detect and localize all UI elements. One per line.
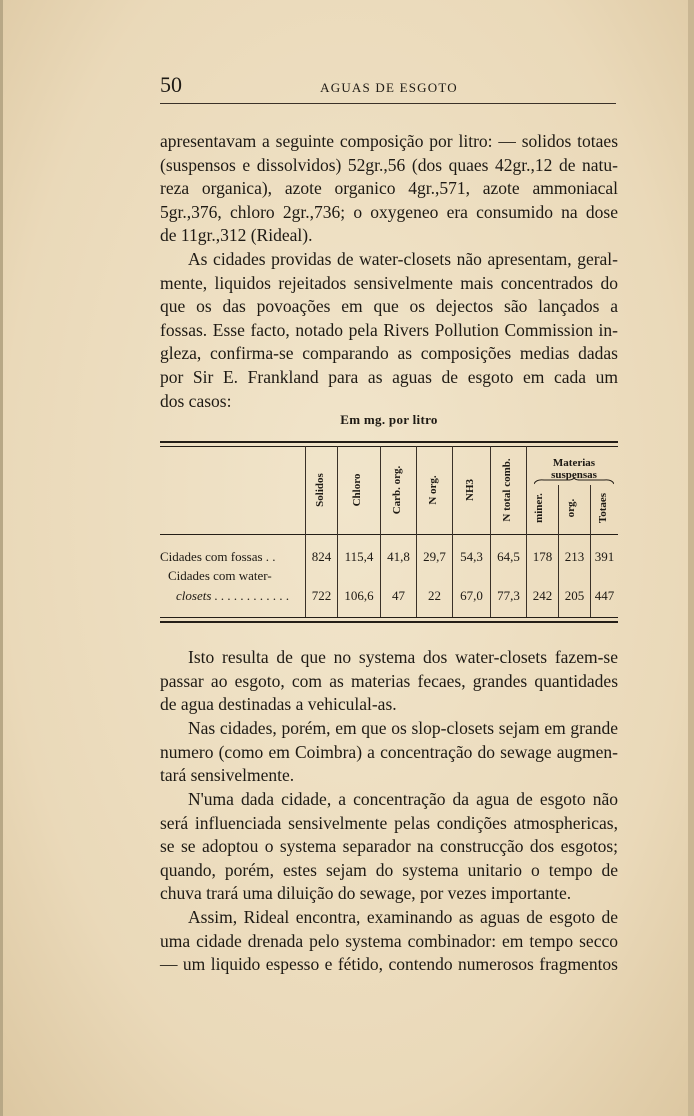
page-left-edge bbox=[0, 0, 3, 1116]
col-header-nh3: NH3 bbox=[464, 479, 476, 501]
paragraph-composition bbox=[160, 130, 618, 248]
col-header-solidos: Solidos bbox=[314, 473, 326, 507]
running-head: AGUAS DE ESGOTO bbox=[320, 80, 458, 95]
col-header-chloro: Chloro bbox=[351, 473, 363, 507]
table-cell: 242 bbox=[532, 588, 553, 603]
group-header-materias-suspensas: Materias suspensas bbox=[551, 457, 597, 481]
table-caption: Em mg. por litro bbox=[340, 412, 438, 427]
text-line: 5gr.,376, chloro 2gr.,736; o oxygeneo era consumido na dose bbox=[160, 201, 618, 222]
table-cell: 824 bbox=[311, 549, 332, 564]
text-line: uma cidade drenada pelo systema combinador: em tempo secco bbox=[160, 930, 618, 951]
table-cell: 213 bbox=[564, 549, 585, 564]
table-cell: 67,0 bbox=[460, 588, 483, 603]
composition-table bbox=[160, 441, 618, 623]
text-line: fossas. Esse facto, notado pela Rivers Pollution Commission in- bbox=[160, 319, 618, 340]
page-right-edge bbox=[688, 0, 694, 1116]
table-top-rule-inner bbox=[160, 446, 618, 447]
paragraph-water-closets bbox=[160, 248, 618, 413]
table-cell: 115,4 bbox=[344, 549, 374, 564]
text-line: apresentavam a seguinte composição por litro: — solidos totaes bbox=[160, 131, 618, 151]
table-cell: 391 bbox=[594, 549, 615, 564]
text-line: se se adoptou o systema separador na construcção dos esgotos; bbox=[160, 836, 618, 857]
table-cell: 22 bbox=[428, 588, 441, 603]
text-line: por Sir E. Frankland para as aguas de esgoto em cada um bbox=[160, 366, 618, 387]
table-cell: 41,8 bbox=[387, 549, 410, 564]
text-line: — um liquido espesso e fétido, contendo numerosos fragmentos bbox=[160, 954, 618, 975]
text-line: será influenciada sensivelmente pelas condições atmosphericas, bbox=[160, 812, 618, 833]
text-line: de 11gr.,312 (Rideal). bbox=[160, 225, 313, 246]
paragraph-atmospheric bbox=[160, 788, 618, 906]
table-cell: 77,3 bbox=[497, 588, 520, 603]
text-line: dos casos: bbox=[160, 390, 232, 411]
col-header-miner: miner. bbox=[533, 493, 545, 523]
table-cell: 54,3 bbox=[460, 549, 483, 564]
text-line: quando, porém, estes sejam do systema unitario o tempo de bbox=[160, 859, 618, 880]
page-header bbox=[160, 72, 618, 104]
text-line: mente, liquidos rejeitados sensivelmente mais concentrados do bbox=[160, 272, 618, 293]
table-cell: 29,7 bbox=[423, 549, 446, 564]
paragraph-result bbox=[160, 646, 618, 717]
page-number: 50 bbox=[160, 72, 182, 97]
table-cell: 722 bbox=[311, 588, 332, 603]
table-bottom-rule-inner bbox=[160, 617, 618, 618]
table-cell: 205 bbox=[564, 588, 585, 603]
text-line: passar ao esgoto, com as materias fecaes, grandes quantidades bbox=[160, 670, 618, 691]
row-label-water-closets-1: Cidades com water- bbox=[168, 568, 272, 583]
table-cell: 47 bbox=[392, 588, 405, 603]
text-line: N'uma dada cidade, a concentração da agua de esgoto não bbox=[188, 789, 618, 809]
col-header-carb-org: Carb. org. bbox=[391, 465, 403, 515]
text-line: (suspensos e dissolvidos) 52gr.,56 (dos quaes 42gr.,12 de natu- bbox=[160, 154, 618, 175]
text-line: numero (como em Coimbra) a concentração do sewage augmen- bbox=[160, 741, 618, 762]
text-line: reza organica), azote organico 4gr.,571, azote ammoniacal bbox=[160, 178, 618, 199]
col-header-totaes: Totaes bbox=[597, 492, 609, 524]
paragraph-slop-closets bbox=[160, 717, 618, 788]
col-header-n-total-comb: N total comb. bbox=[501, 458, 513, 522]
row-label-fossas: Cidades com fossas . . bbox=[160, 549, 276, 564]
header-rule bbox=[160, 103, 616, 104]
col-header-n-org: N org. bbox=[427, 475, 439, 505]
table-top-rule bbox=[160, 441, 618, 443]
text-line: Isto resulta de que no systema dos water-closets fazem-se bbox=[188, 647, 618, 667]
text-line: tará sensivelmente. bbox=[160, 765, 295, 786]
text-line: Nas cidades, porém, em que os slop-closets sejam em grande bbox=[188, 718, 618, 738]
text-line: chuva trará uma diluição do sewage, por vezes importante. bbox=[160, 883, 572, 904]
col-header-org: org. bbox=[565, 498, 577, 518]
table-bottom-rule bbox=[160, 621, 618, 623]
table-header-rule bbox=[160, 534, 618, 535]
text-line: Assim, Rideal encontra, examinando as aguas de esgoto de bbox=[188, 907, 618, 927]
table-cell: 64,5 bbox=[497, 549, 520, 564]
table-cell: 106,6 bbox=[344, 588, 374, 603]
text-line: gleza, confirma-se comparando as composições medias dadas bbox=[160, 343, 618, 364]
table-cell: 178 bbox=[532, 549, 553, 564]
paragraph-rideal bbox=[160, 906, 618, 977]
text-line: de agua destinadas a vehiculal-as. bbox=[160, 694, 397, 715]
text-line: que os das povoações em que os dejectos são lançados a bbox=[160, 296, 618, 317]
row-label-water-closets-2: closets . . . . . . . . . . . . bbox=[176, 588, 290, 603]
text-line: As cidades providas de water-closets não apresentam, geral- bbox=[188, 249, 618, 269]
table-cell: 447 bbox=[594, 588, 615, 603]
